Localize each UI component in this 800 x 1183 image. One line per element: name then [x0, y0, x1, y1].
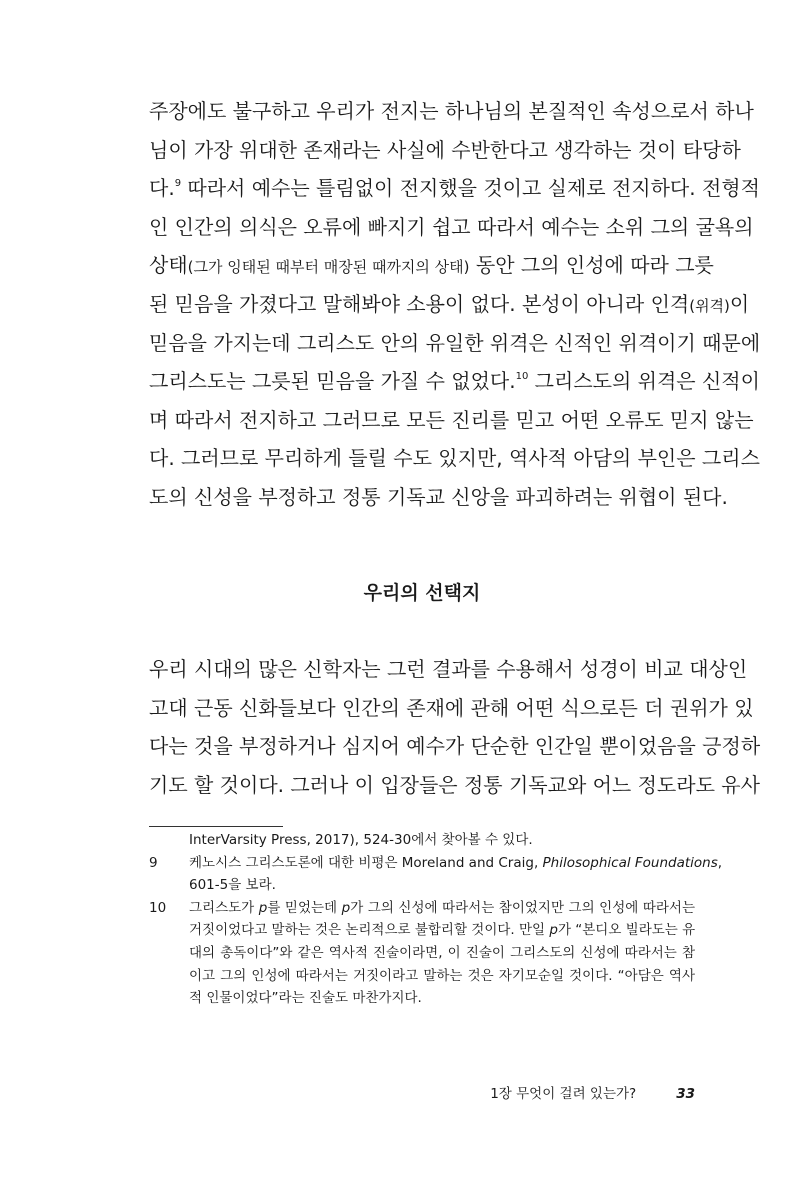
- text-line: 다.$^9$ 따라서 예수는 틀림없이 전지했을 것이고 실제로 전지하다. 전형적: [149, 176, 760, 201]
- text-line: 상태(그가 잉태된 때부터 매장된 때까지의 상태) 동안 그의 인성에 따라 그릇: [149, 253, 714, 278]
- footnote-line: 적 인물이었다”라는 진술도 마찬가지다.: [189, 990, 422, 1007]
- running-footer: [490, 1084, 695, 1104]
- text-line: 고대 근동 신화들보다 인간의 존재에 관해 어떤 식으로든 더 권위가 있: [149, 695, 754, 720]
- footnote-line: 대의 총독이다”와 같은 역사적 진술이라면, 이 진술이 그리스도의 신성에 따라서는 참: [189, 944, 695, 961]
- text-line: 주장에도 불구하고 우리가 전지는 하나님의 본질적인 속성으로서 하나: [149, 99, 754, 123]
- text-line: 다는 것을 부정하거나 심지어 예수가 단순한 인간일 뿐이었음을 긍정하: [149, 734, 761, 759]
- footnote-ref-9[interactable]: 9: [174, 178, 182, 190]
- text-line: 며 따라서 전지하고 그러므로 모든 진리를 믿고 어떤 오류도 믿지 않는: [149, 407, 754, 432]
- text-line: 된 믿음을 가졌다고 말해봐야 소용이 없다. 본성이 아니라 인격(위격)이: [149, 291, 750, 316]
- page-number: 33: [676, 1086, 695, 1102]
- text-line: 다. 그러므로 무리하게 들릴 수도 있지만, 역사적 아담의 부인은 그리스: [149, 446, 760, 471]
- footnote-divider: [149, 826, 283, 827]
- footnote-line: 이고 그의 인성에 따라서는 거짓이라고 말하는 것은 자기모순일 것이다. “아담은 역사: [189, 967, 695, 984]
- section-heading: 우리의 선택지: [363, 582, 481, 604]
- text-line: 인 인간의 의식은 오류에 빠지기 쉽고 따라서 예수는 소위 그의 굴욕의: [149, 214, 754, 239]
- text-line: 기도 할 것이다. 그러나 이 입장들은 정통 기독교와 어느 정도라도 유사: [149, 772, 760, 797]
- paragraph-2: [149, 650, 761, 804]
- footnote-number: 9: [149, 854, 158, 871]
- footnote-9: [149, 852, 723, 897]
- chapter-title: 1장 무엇이 걸려 있는가?: [490, 1086, 637, 1102]
- footnote-line: 거짓이었다고 말하는 것은 논리적으로 불합리할 것이다. 만일 p가 “본디오 빌라도는 유: [189, 922, 696, 939]
- footnote-10: [149, 897, 695, 1010]
- footnote-ref-10[interactable]: 10: [515, 371, 529, 383]
- footnote-number: 10: [149, 899, 167, 916]
- text-line: 그리스도는 그릇된 믿음을 가질 수 없었다.$^{10}$ 그리스도의 위격은 신적이: [149, 369, 760, 394]
- footnote-continuation: InterVarsity Press, 2017), 524-30에서 찾아볼 수 있다.: [189, 832, 533, 848]
- paragraph-1: [149, 92, 761, 517]
- footnote-line: 10 그리스도가 p를 믿었는데 p가 그의 신성에 따라서는 참이었지만 그의 인성에 따라서는: [149, 897, 695, 920]
- footnote-line: 601-5을 보라.: [189, 877, 276, 894]
- text-line: 믿음을 가지는데 그리스도 안의 유일한 위격은 신적인 위격이기 때문에: [149, 330, 761, 355]
- text-line: 님이 가장 위대한 존재라는 사실에 수반한다고 생각하는 것이 타당하: [149, 137, 741, 162]
- footnotes: [149, 829, 723, 1010]
- text-line: 도의 신성을 부정하고 정통 기독교 신앙을 파괴하려는 위협이 된다.: [149, 484, 728, 509]
- footnote-line: 9 케노시스 그리스도론에 대한 비평은 Moreland and Craig, Philosophical Foundations,: [149, 852, 695, 875]
- text-line: 우리 시대의 많은 신학자는 그런 결과를 수용해서 성경이 비교 대상인: [149, 657, 748, 681]
